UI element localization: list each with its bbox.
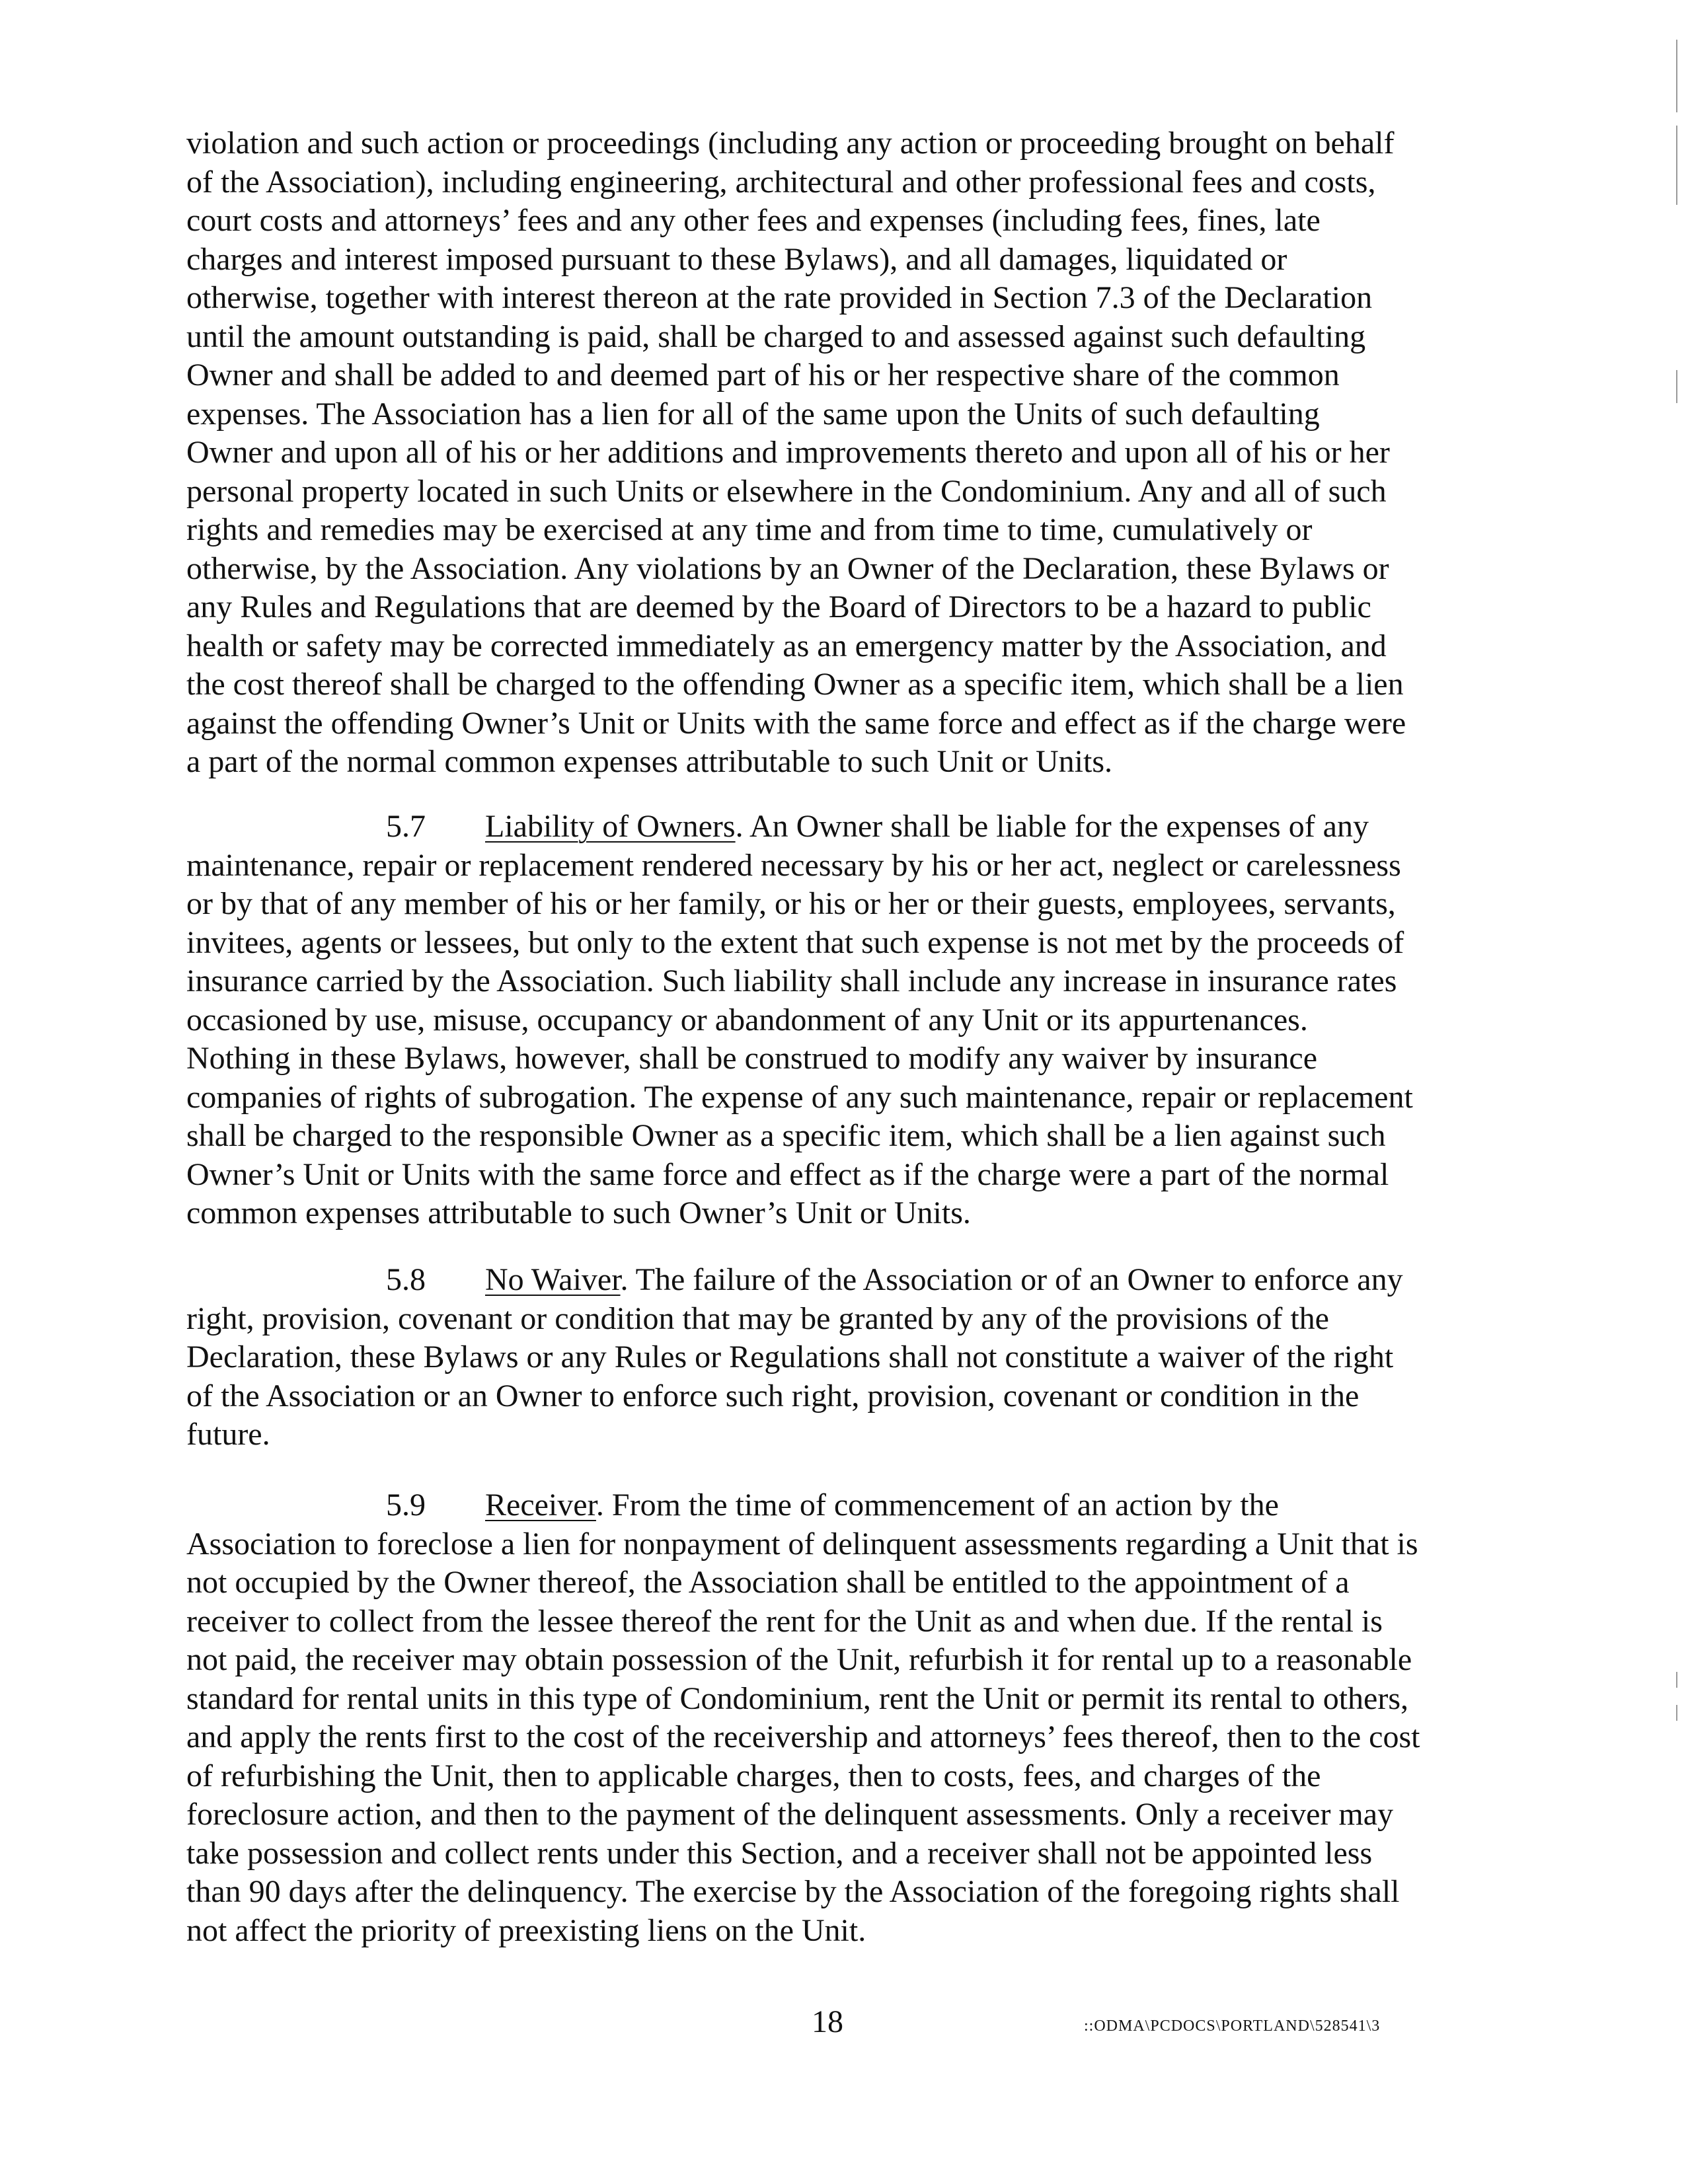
scan-edge-mark <box>1676 1672 1677 1688</box>
section-body: right, provision, covenant or condition that may be granted by any of the provisions of the Declaration, these Bylaws or any Rules or Regulations shall not constitute a waiver of the right of the Association or an Owner to enforce such right, provision, covenant or condition in the future. <box>186 1300 1394 1452</box>
section-title: No Waiver <box>485 1262 621 1297</box>
section-number: 5.8 <box>386 1262 426 1297</box>
section-title: Liability of Owners <box>485 809 736 844</box>
section-first-line: . An Owner shall be liable for the expenses of any <box>735 809 1369 844</box>
scan-edge-mark <box>1676 40 1677 112</box>
section-number: 5.7 <box>386 809 426 844</box>
paragraph-continuation: violation and such action or proceedings (including any action or proceeding brought on behalf of the Association), including engineering, architectural and other professional fees and costs, court costs and attorneys’ fees and any other fees and expenses (including fees, fines, late charges and interest imposed pursuant to these Bylaws), and all damages, liquidated or otherwise, together with interest thereon at the rate provided in Section 7.3 of the Declaration until the amount outstanding is paid, shall be charged to and assessed against such defaulting Owner and shall be added to and deemed part of his or her respective share of the common expenses. The Association has a lien for all of the same upon the Units of such defaulting Owner and upon all of his or her additions and improvements thereto and upon all of his or her personal property located in such Units or elsewhere in the Condominium. Any and all of such rights and remedies may be exercised at any time and from time to time, cumulatively or otherwise, by the Association. Any violations by an Owner of the Declaration, these Bylaws or any Rules and Regulations that are deemed by the Board of Directors to be a hazard to public health or safety may be corrected immediately as an emergency matter by the Association, and the cost thereof shall be charged to the offending Owner as a specific item, which shall be a lien against the offending Owner’s Unit or Units with the same force and effect as if the charge were a part of the normal common expenses attributable to such Unit or Units. <box>186 126 1406 779</box>
document-code: ::ODMA\PCDOCS\PORTLAND\528541\3 <box>1084 2017 1381 2035</box>
section-first-line: . The failure of the Association or of an Owner to enforce any <box>620 1262 1403 1297</box>
section-5-8-paragraph <box>186 1261 1482 1454</box>
scan-edge-mark <box>1676 370 1677 403</box>
section-number: 5.9 <box>386 1487 426 1523</box>
section-title: Receiver <box>485 1487 596 1523</box>
section-5-9-paragraph <box>186 1486 1482 1950</box>
page-number: 18 <box>812 2004 843 2039</box>
scan-edge-mark <box>1676 1705 1677 1721</box>
section-first-line: . From the time of commencement of an action by the <box>595 1487 1279 1523</box>
section-body: Association to foreclose a lien for nonpayment of delinquent assessments regarding a Unit that is not occupied by the Owner thereof, the Association shall be entitled to the appointment of a receiver to collect from the lessee thereof the rent for the Unit as and when due. If the rental is not paid, the receiver may obtain possession of the Unit, refurbish it for rental up to a reasonable standard for rental units in this type of Condominium, rent the Unit or permit its rental to others, and apply the rents first to the cost of the receivership and attorneys’ fees thereof, then to the cost of refurbishing the Unit, then to applicable charges, then to costs, fees, and charges of the foreclosure action, and then to the payment of the delinquent assessments. Only a receiver may take possession and collect rents under this Section, and a receiver shall not be appointed less than 90 days after the delinquency. The exercise by the Association of the foregoing rights shall not affect the priority of preexisting liens on the Unit. <box>186 1526 1420 1948</box>
scan-edge-mark <box>1676 126 1677 205</box>
section-5-7-paragraph <box>186 808 1482 1233</box>
section-body: maintenance, repair or replacement rendered necessary by his or her act, neglect or carelessness or by that of any member of his or her family, or his or her or their guests, employees, servants, invitees, agents or lessees, but only to the extent that such expense is not met by the proceeds of insurance carried by the Association. Such liability shall include any increase in insurance rates occasioned by use, misuse, occupancy or abandonment of any Unit or its appurtenances. Nothing in these Bylaws, however, shall be construed to modify any waiver by insurance companies of rights of subrogation. The expense of any such maintenance, repair or replacement shall be charged to the responsible Owner as a specific item, which shall be a lien against such Owner’s Unit or Units with the same force and effect as if the charge were a part of the normal common expenses attributable to such Owner’s Unit or Units. <box>186 847 1413 1230</box>
